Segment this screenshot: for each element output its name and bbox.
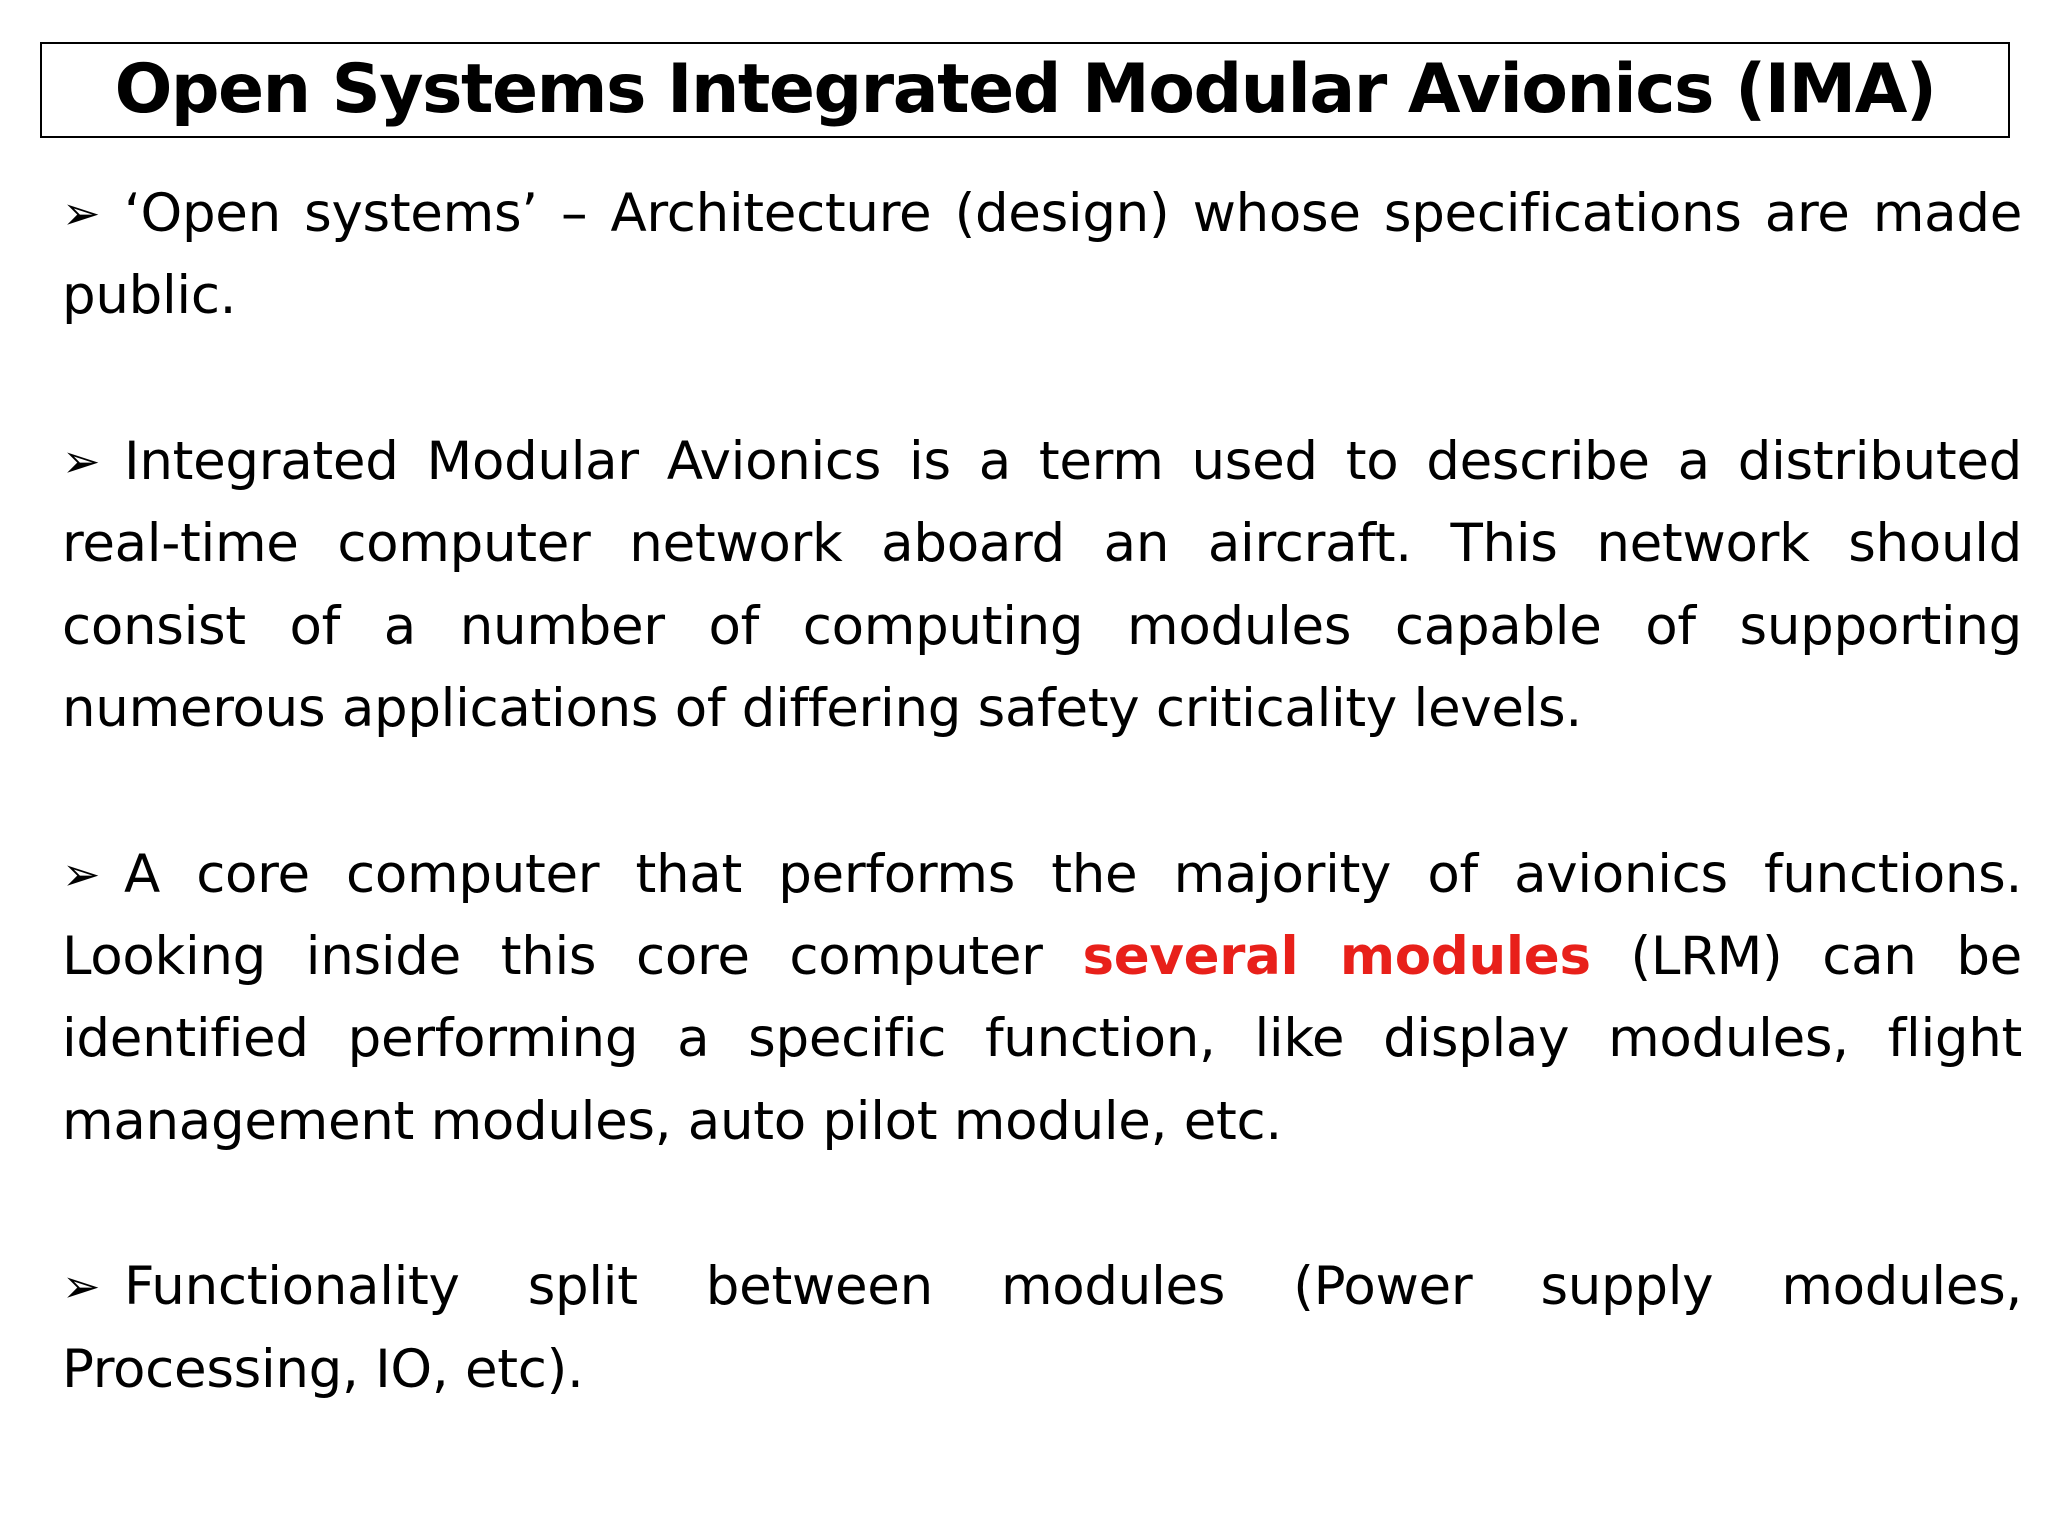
slide-title: Open Systems Integrated Modular Avionics (IMA) [114, 50, 1936, 129]
bullet-text: Functionality split between modules (Power supply modules, Processing, IO, etc). [62, 1256, 2022, 1400]
bullet-item [62, 833, 2022, 1164]
bullet-item [62, 1245, 2022, 1411]
bullet-text: A core computer that performs the majority of avionics functions. Looking inside this core computer [62, 843, 2022, 987]
bullet-text: Integrated Modular Avionics is a term used to describe a distributed real-time computer network aboard an aircraft. This network should consist of a number of computing modules capable of supporting numerous applications of differing safety criticality levels. [62, 430, 2022, 740]
arrow-bullet-icon: ➢ [62, 846, 101, 901]
title-box [40, 42, 2010, 138]
bullet-item [62, 420, 2022, 751]
arrow-bullet-icon: ➢ [62, 186, 101, 240]
highlighted-text: several modules [1082, 925, 1591, 987]
arrow-bullet-icon: ➢ [62, 1259, 101, 1314]
bullet-text: ‘Open systems’ – Architecture (design) whose specifications are made public. [62, 182, 2022, 327]
bullet-text-continued: (LRM) can be identified performing a specific function, like display modules, flight management modules, auto pilot module, etc. [62, 925, 2022, 1152]
bullet-item [62, 172, 2022, 338]
arrow-bullet-icon: ➢ [62, 433, 101, 488]
bullet-list [62, 172, 2022, 1411]
